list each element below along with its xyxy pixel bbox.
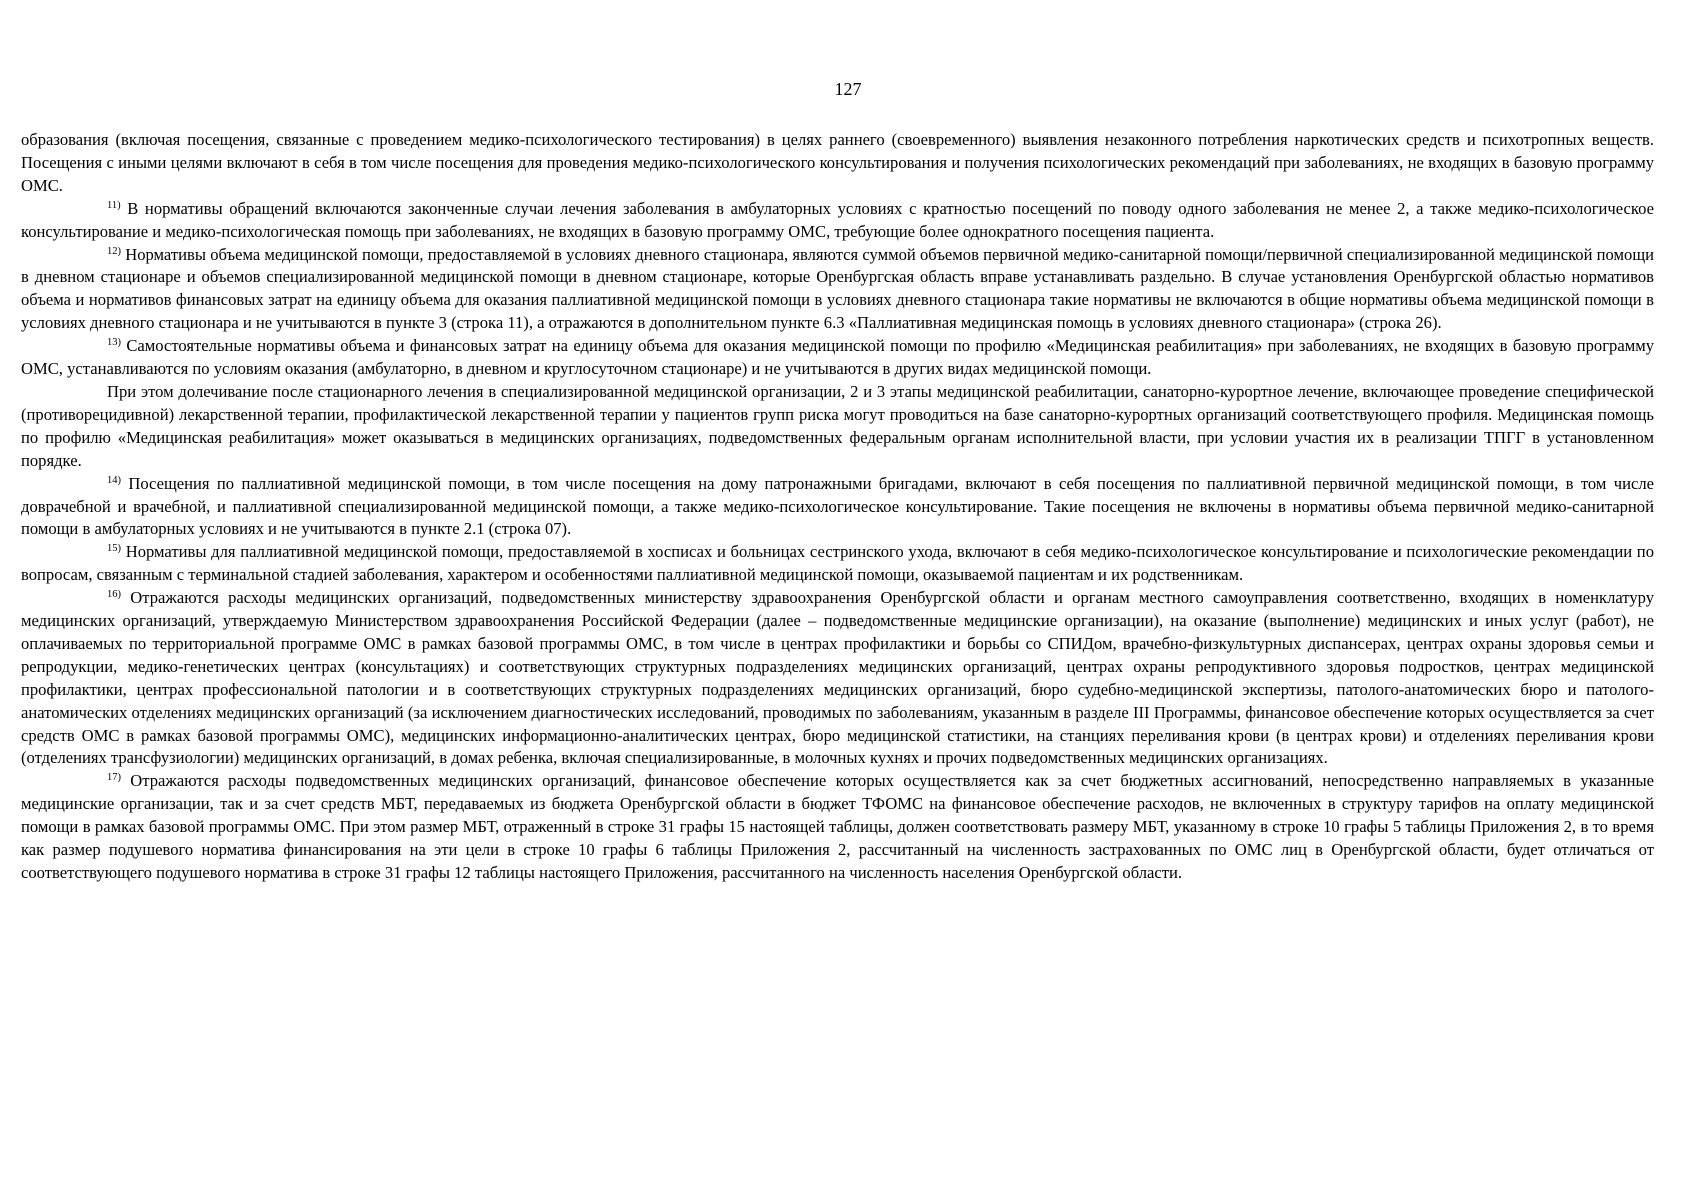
document-body — [21, 129, 1654, 885]
footnote-marker: 17) — [107, 772, 121, 784]
footnote-marker: 12) — [107, 245, 121, 257]
footnote-marker: 16) — [107, 589, 121, 601]
footnote-text: Посещения по паллиативной медицинской помощи, в том числе посещения на дому патронажными бригадами, включают в себя посещения по паллиативной первичной медицинской помощи, в том числе доврачебной и врачебной, и паллиативной специализированной медицинской помощи, а также медико-психологическое консультирование. Такие посещения не включены в нормативы объема первичной медико-санитарной помощи в амбулаторных условиях и не учитываются в пункте 2.1 (строка 07). — [21, 473, 1654, 539]
paragraph-text: При этом долечивание после стационарного лечения в специализированной медицинской организации, 2 и 3 этапы медицинской реабилитации, санаторно-курортное лечение, включающее проведение специфической (противорецидивной) лекарственной терапии, профилактической лекарственной терапии у пациентов групп риска могут проводиться на базе санаторно-курортных организаций соответствующего профиля. Медицинская помощь по профилю «Медицинская реабилитация» может оказываться в медицинских организациях, подведомственных федеральным органам исполнительной власти, при условии участия их в реализации ТПГГ в установленном порядке. — [21, 381, 1654, 470]
footnote-14 — [21, 473, 1654, 542]
footnote-text: Нормативы для паллиативной медицинской помощи, предоставляемой в хосписах и больницах сестринского ухода, включают в себя медико-психологическое консультирование и психологические рекомендации по вопросам, связанным с терминальной стадией заболевания, характером и особенностями паллиативной медицинской помощи, оказываемой пациентам и их родственникам. — [21, 542, 1654, 585]
footnote-16 — [21, 587, 1654, 770]
footnote-marker: 13) — [107, 337, 121, 349]
page-number: 127 — [834, 79, 862, 99]
footnote-marker: 11) — [107, 199, 121, 211]
footnote-15 — [21, 541, 1654, 587]
footnote-text: Отражаются расходы медицинских организаций, подведомственных министерству здравоохранения Оренбургской области и органам местного самоуправления соответственно, входящих в номенклатуру медицинских организаций, утверждаемую Министерством здравоохранения Российской Федерации (далее – подведомственные медицинские организации), на оказание (выполнение) медицинских и иных услуг (работ), не оплачиваемых по территориальной программе ОМС в рамках базовой программы ОМС, в том числе в центрах профилактики и борьбы со СПИДом, врачебно-физкультурных диспансерах, центрах охраны здоровья семьи и репродукции, медико-генетических центрах (консультациях) и соответствующих структурных подразделениях медицинских организаций, центрах охраны репродуктивного здоровья подростков, центрах медицинской профилактики, центрах профессиональной патологии и в соответствующих структурных подразделениях медицинских организаций, бюро судебно-медицинской экспертизы, патолого-анатомических бюро и патолого-анатомических отделениях медицинских организаций (за исключением диагностических исследований, проводимых по заболеваниям, указанным в разделе III Программы, финансовое обеспечение которых осуществляется за счет средств ОМС в рамках базовой программы ОМС), медицинских информационно-аналитических центрах, бюро медицинской статистики, на станциях переливания крови (в центрах крови) и отделениях переливания крови (отделениях трансфузиологии) медицинских организаций, в домах ребенка, включая специализированные, в молочных кухнях и прочих подведомственных медицинских организациях. — [21, 588, 1654, 768]
footnote-text: Самостоятельные нормативы объема и финансовых затрат на единицу объема для оказания медицинской помощи по профилю «Медицинская реабилитация» при заболеваниях, не входящих в базовую программу ОМС, устанавливаются по условиям оказания (амбулаторно, в дневном и круглосуточном стационаре) и не учитываются в других видах медицинской помощи. — [21, 336, 1654, 379]
footnote-11 — [21, 198, 1654, 244]
footnote-text: Нормативы объема медицинской помощи, предоставляемой в условиях дневного стационара, являются суммой объемов первичной медико-санитарной помощи/первичной специализированной медицинской помощи в дневном стационаре и объемов специализированной медицинской помощи в дневном стационаре, которые Оренбургская область вправе устанавливать раздельно. В случае установления Оренбургской областью нормативов объема и нормативов финансовых затрат на единицу объема для оказания паллиативной медицинской помощи в условиях дневного стационара такие нормативы не включаются в общие нормативы объема медицинской помощи в условиях дневного стационара и не учитываются в пункте 3 (строка 11), а отражаются в дополнительном пункте 6.3 «Паллиативная медицинская помощь в условиях дневного стационара» (строка 26). — [21, 244, 1654, 333]
paragraph-continuation — [21, 129, 1654, 198]
footnote-text: Отражаются расходы подведомственных медицинских организаций, финансовое обеспечение которых осуществляется как за счет бюджетных ассигнований, непосредственно направляемых в указанные медицинские организации, так и за счет средств МБТ, передаваемых из бюджета Оренбургской области в бюджет ТФОМС на финансовое обеспечение расходов, не включенных в структуру тарифов на оплату медицинской помощи в рамках базовой программы ОМС. При этом размер МБТ, отраженный в строке 31 графы 15 настоящей таблицы, должен соответствовать размеру МБТ, указанному в строке 10 графы 5 таблицы Приложения 2, в то время как размер подушевого норматива финансирования на эти цели в строке 10 графы 6 таблицы Приложения 2, рассчитанный на численность застрахованных по ОМС лиц в Оренбургской области, будет отличаться от соответствующего подушевого норматива в строке 31 графы 12 таблицы настоящего Приложения, рассчитанного на численность населения Оренбургской области. — [21, 771, 1654, 882]
footnote-17 — [21, 770, 1654, 885]
footnote-text: В нормативы обращений включаются законченные случаи лечения заболевания в амбулаторных условиях с кратностью посещений по поводу одного заболевания не менее 2, а также медико-психологическое консультирование и медико-психологическая помощь при заболеваниях, не входящих в базовую программу ОМС, требующие более однократного посещения пациента. — [21, 198, 1654, 241]
footnote-13 — [21, 335, 1654, 381]
footnote-12 — [21, 244, 1654, 336]
paragraph-text: образования (включая посещения, связанные с проведением медико-психологического тестирования) в целях раннего (своевременного) выявления незаконного потребления наркотических средств и психотропных веществ. Посещения с иными целями включают в себя в том числе посещения для проведения медико-психологического консультирования и получения психологических рекомендаций при заболеваниях, не входящих в базовую программу ОМС. — [21, 130, 1654, 195]
footnote-13-continuation — [21, 381, 1654, 473]
footnote-marker: 14) — [107, 474, 121, 486]
footnote-marker: 15) — [107, 543, 121, 555]
